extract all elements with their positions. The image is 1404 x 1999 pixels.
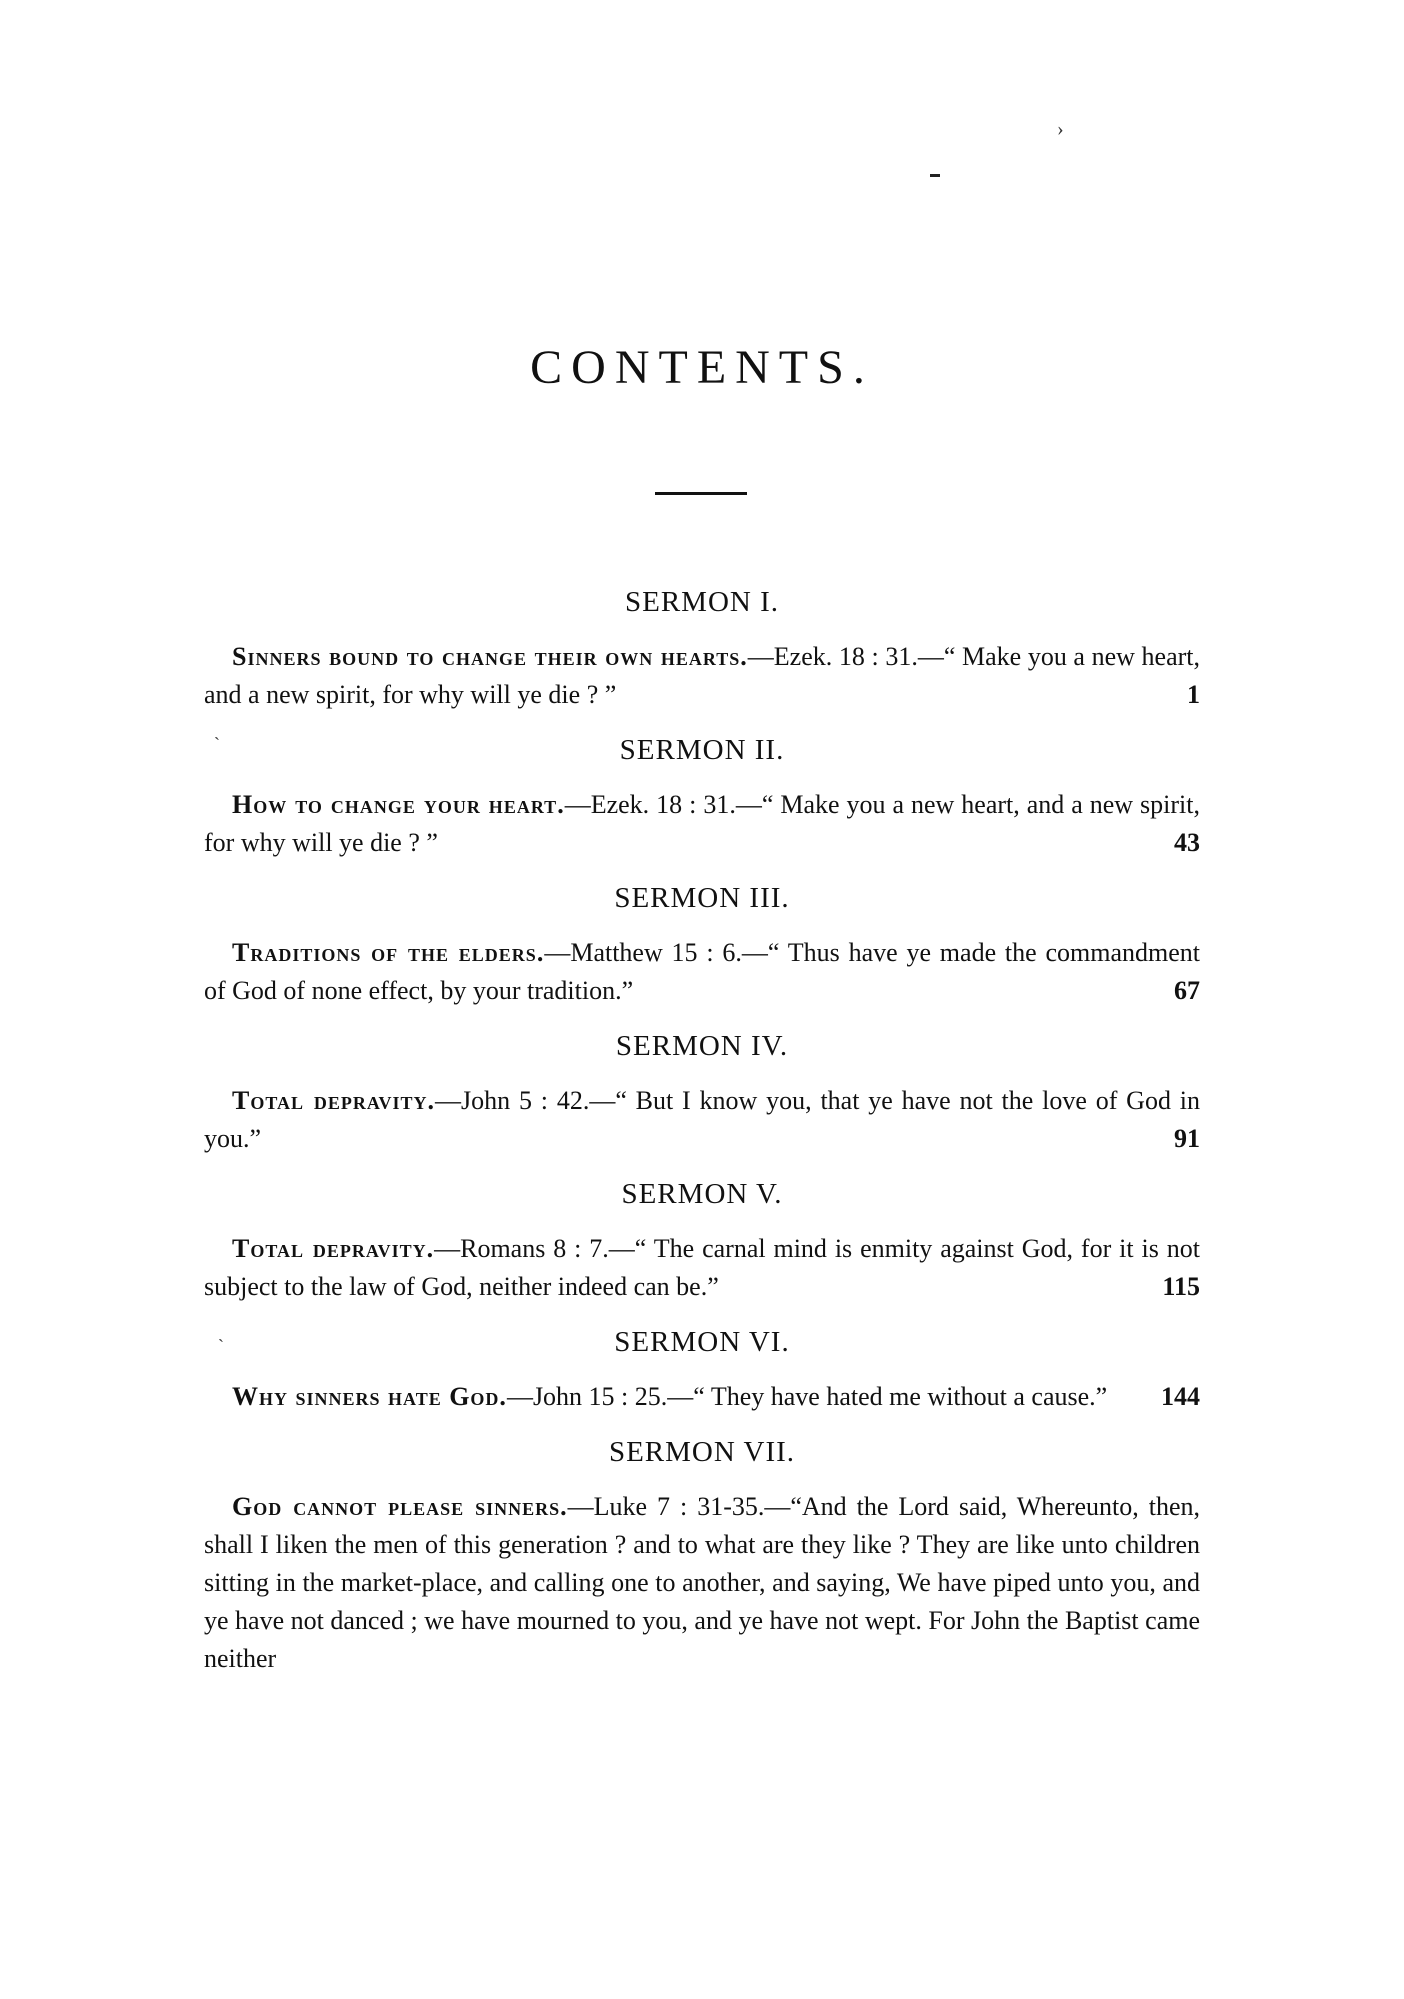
stray-dash	[930, 174, 940, 177]
sermon-subject: Total depravity.	[232, 1234, 435, 1263]
page-number: 1	[1187, 680, 1200, 709]
sermon-subject: How to change your heart.	[232, 790, 565, 819]
stray-tick: ˋ	[218, 1336, 224, 1356]
sermon-entry	[204, 876, 1200, 1010]
page-number: 91	[1174, 1124, 1200, 1153]
page-number: 67	[1174, 976, 1200, 1005]
sermon-subject: Why sinners hate God.	[232, 1382, 507, 1411]
sermon-description	[204, 934, 1200, 1010]
sermon-entry	[204, 1430, 1200, 1678]
sermon-scripture: —Romans 8 : 7.—“ The carnal mind is enmity against God, for it is not subject to the law of God, neither indeed can be.”	[204, 1234, 1200, 1301]
sermon-description	[204, 638, 1200, 714]
sermon-scripture: —John 15 : 25.—“ They have hated me without a cause.”	[506, 1382, 1108, 1411]
sermon-scripture: —Ezek. 18 : 31.—“ Make you a new heart, and a new spirit, for why will ye die ? ”	[204, 642, 1200, 709]
stray-tick: ˋ	[214, 734, 220, 754]
sermon-description	[204, 1082, 1200, 1158]
sermon-heading: SERMON VI.	[614, 1326, 790, 1358]
page-number: 144	[1161, 1382, 1200, 1411]
sermon-description	[204, 1230, 1200, 1306]
stray-mark: ›	[1057, 118, 1064, 140]
sermon-description	[204, 1378, 1200, 1416]
sermon-heading: SERMON II.	[619, 734, 785, 766]
sermon-heading: SERMON V.	[621, 1178, 783, 1210]
sermon-scripture: —Luke 7 : 31-35.—“And the Lord said, Whereunto, then, shall I liken the men of this generation ? and to what are they like ? They are like unto children sitting in the market-place, and calling one to another, and saying, We have piped unto you, and ye have not danced ; we have mourned to you, and ye have not wept. For John the Baptist came neither	[204, 1492, 1200, 1673]
sermon-heading: SERMON IV.	[615, 1030, 789, 1062]
sermon-entry	[204, 1172, 1200, 1306]
contents-list	[204, 580, 1200, 1678]
sermon-subject: Sinners bound to change their own hearts.	[232, 642, 748, 671]
page-number: 43	[1174, 828, 1200, 857]
sermon-heading: SERMON I.	[624, 586, 779, 618]
sermon-entry	[204, 1320, 1200, 1416]
sermon-heading: SERMON VII.	[608, 1436, 796, 1468]
sermon-heading: SERMON III.	[614, 882, 790, 914]
title-rule	[655, 492, 747, 495]
sermon-subject: God cannot please sinners.	[232, 1492, 568, 1521]
sermon-entry	[204, 580, 1200, 714]
sermon-scripture: —Matthew 15 : 6.—“ Thus have ye made the commandment of God of none effect, by your tradition.”	[204, 938, 1200, 1005]
sermon-entry	[204, 728, 1200, 862]
sermon-description	[204, 1488, 1200, 1678]
sermon-scripture: —Ezek. 18 : 31.—“ Make you a new heart, and a new spirit, for why will ye die ? ”	[204, 790, 1200, 857]
page-title: CONTENTS.	[530, 341, 874, 394]
sermon-description	[204, 786, 1200, 862]
sermon-entry	[204, 1024, 1200, 1158]
sermon-subject: Total depravity.	[232, 1086, 436, 1115]
sermon-scripture: —John 5 : 42.—“ But I know you, that ye have not the love of God in you.”	[204, 1086, 1200, 1153]
page-number: 115	[1162, 1272, 1200, 1301]
sermon-subject: Traditions of the elders.	[232, 938, 545, 967]
